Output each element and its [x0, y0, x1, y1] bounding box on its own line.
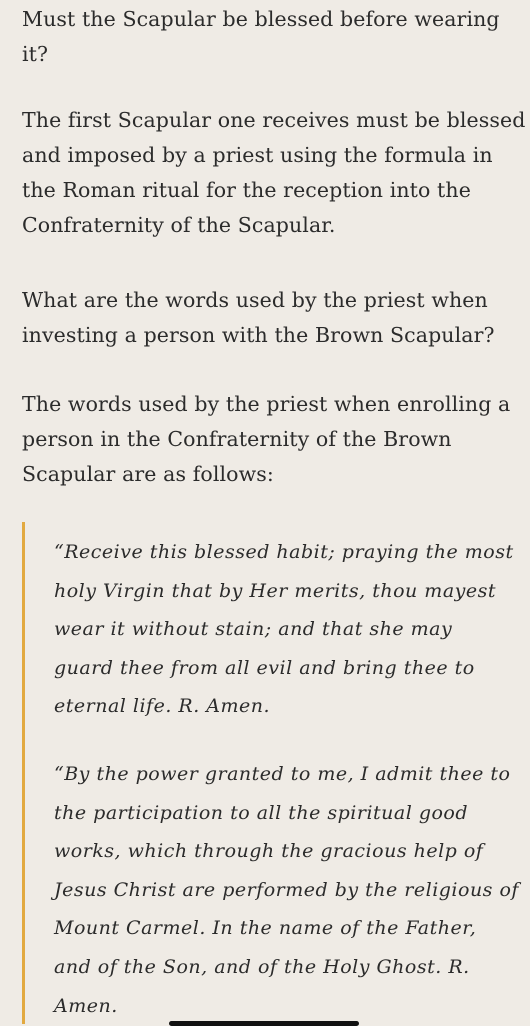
answer-2: The words used by the priest when enrolling a person in the Confraternity of the Brown Scapular are as follows: [22, 392, 511, 486]
question-1: Must the Scapular be blessed before wearing it? [22, 7, 500, 66]
quote-paragraph-2: “By the power granted to me, I admit thee to the participation to all the spiritual good works, which through the gracious help of Jesus Christ are performed by the religious of Mount Carmel. In the name of the Father, and of the Son, and of the Holy Ghost. R. Amen. [54, 763, 519, 1017]
blockquote-bar [22, 522, 25, 1024]
question-2: What are the words used by the priest when investing a person with the Brown Scapular? [22, 288, 495, 347]
answer-1: The first Scapular one receives must be blessed and imposed by a priest using the formula in the Roman ritual for the reception into the Confraternity of the Scapular. [22, 108, 526, 237]
quote-paragraph-1: “Receive this blessed habit; praying the most holy Virgin that by Her merits, thou mayest wear it without stain; and that she may guard thee from all evil and bring thee to eternal life. R. Amen. [54, 541, 514, 718]
